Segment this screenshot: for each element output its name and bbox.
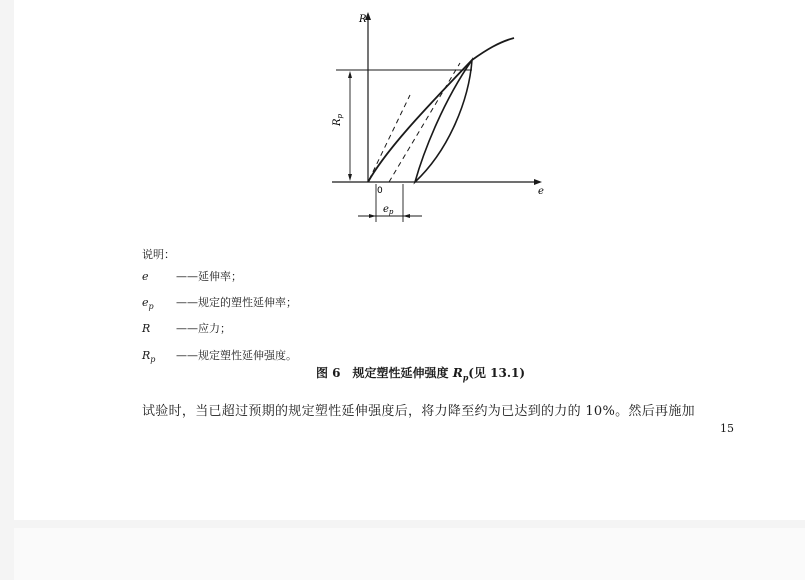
legend-item: R ——应力； [142,322,231,336]
y-axis-label: R [359,14,367,25]
page-number: 15 [720,422,734,435]
legend-item: $e_p$ ——规定的塑性延伸率； [142,296,297,312]
offset-dashed-line [389,63,460,182]
x-axis-arrow [534,179,542,185]
legend [142,244,297,371]
legend-title: 说明： [142,248,175,261]
document-page [14,0,805,520]
ep-label: $e_p$ [383,204,394,216]
body-paragraph: 试验时，当已超过预期的规定塑性延伸强度后，将力降至约为已达到的力的 10%。然后再施加 [142,404,695,419]
elastic-dashed-line [369,95,410,180]
stress-strain-figure [14,0,805,240]
legend-item: e ——延伸率； [142,270,242,283]
x-axis-label: e [538,186,544,197]
loading-curve [368,38,514,182]
legend-item: $R_p$ ——规定塑性延伸强度。 [142,348,297,364]
hysteresis-loop [415,60,472,182]
rp-label: $R_p$ [332,113,344,126]
next-page-edge [14,528,805,580]
origin-label: 0 [377,186,383,196]
figure-caption: 图 6 规定塑性延伸强度 $R_p$(见 13.1) [316,366,526,383]
